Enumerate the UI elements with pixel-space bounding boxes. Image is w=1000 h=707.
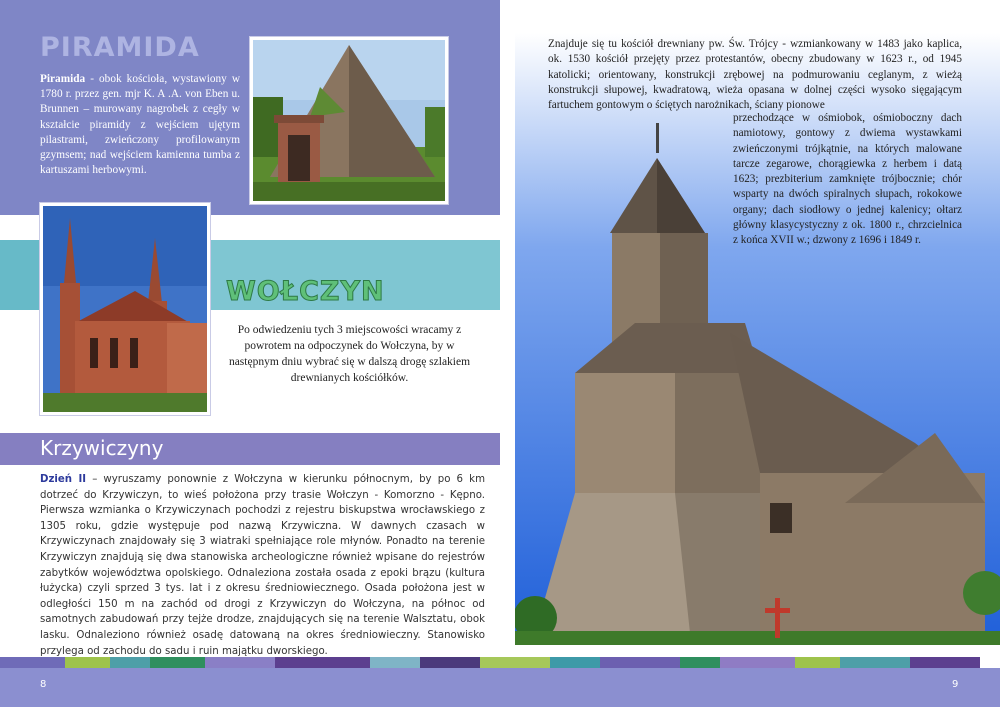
stripe-segment [420, 657, 480, 668]
stripe-segment [370, 657, 420, 668]
krzywiczyny-heading: Krzywiczyny [40, 436, 164, 460]
church-description-bottom: przechodzące w ośmiobok, ośmioboczny dach namiotowy, gontowy z dwiema wystawkami zwieńczonymi trójkątnie, na których malowane tarcze zegarowe, chorągiewka z herbem i datą 1623; prezbiterium zamknięte trójbocznie; chór wsparty na dwóch spiralnych słupach, rokokowe organy; dach siodłowy o jednej kalenicy; ołtarz główny klasycystyczny z ok. 1800 r., chrzcielnica z końca XVII w.; dzwony z 1696 i 1849 r. [733, 112, 962, 247]
piramida-body: - obok kościoła, wystawiony w 1780 r. przez gen. mjr K. A .A. von Eben u. Brunnen – murowany nagrobek z cegły w kształcie piramidy z wejściem ujętym pilastrami, zwieńczony profilowanym gzymsem; nad wejściem kamienna tumba z kartuszami herbowymi. [40, 73, 240, 177]
page-number-left: 8 [40, 679, 47, 690]
church-description-top: Znajduje się tu kościół drewniany pw. Św. Trójcy - wzmiankowany w 1483 jako kaplica, ok. 1530 kościół przejęty przez protestantów, obecny zbudowany w 1623 r., od 1945 katolicki; orientowany, konstrukcji zrębowej na podmurowaniu ceglanym, z wieżą konstrukcji słupowej, kwadratową, wieża opasana w dolnej części wysoko sięgającym fartuchem gontowym o ściętych narożnikach, ściany pionowe [548, 38, 962, 112]
stripe-segment [795, 657, 840, 668]
wolczyn-paragraph: Po odwiedzeniu tych 3 miejscowości wracamy z powrotem na odpoczynek do Wołczyna, by w następnym dniu wybrać się w dalszą drogę szlakiem drewnianych kościółków. [228, 324, 471, 384]
stripe-segment [720, 657, 795, 668]
stripe-segment [0, 657, 65, 668]
stripe-segment [205, 657, 275, 668]
stripe-segment [680, 657, 720, 668]
stripe-segment [550, 657, 600, 668]
stripe-segment [910, 657, 980, 668]
pyramid-tomb-photo [250, 37, 448, 204]
stripe-segment [65, 657, 110, 668]
stripe-segment [275, 657, 370, 668]
piramida-heading: PIRAMIDA [40, 32, 200, 63]
footer-bar [0, 668, 1000, 707]
krzywiczyny-lead: Dzień II [40, 474, 87, 485]
krzywiczyny-paragraph [40, 472, 485, 659]
stripe-segment [840, 657, 910, 668]
pyramid-tomb-image [250, 37, 448, 204]
krzywiczyny-body: – wyruszamy ponownie z Wołczyna w kierunku północnym, by po 6 km dotrzeć do Krzywiczyn, to wieś położona przy trasie Wołczyn - Komorzno - Kępno. Pierwsza wzmianka o Krzywiczynach pochodzi z rejestru biskupstwa wrocławskiego z 1305 roku, gdzie występuje pod nazwą Krzywiczna. W dawnych czasach w Krzywiczynach znajdowały się 3 wiatraki spełniające role młynów. Ponadto na terenie Krzywiczyn znajdują się dwa stanowiska archeologiczne również wpisane do rejestrów zabytków województwa opolskiego. Odnaleziona została osada z epoki brązu (kultura łużycka) czyli sprzed 3 tys. lat i z okresu średniowiecznego. Osada położona jest w odległości 150 m na zachód od drogi z Krzywiczyn do Wołczyna, na północ od samotnych zabudowań przy tejże drodze, znajdujących się na terenie Walsztatu, obok lasku. Odnaleziono również osadę datowaną na okres średniowieczny. Stanowisko przylega od zachodu do sadu i ruin majątku dworskiego. [40, 474, 485, 657]
brick-church-photo [40, 203, 210, 415]
stripe-segment [110, 657, 150, 668]
wolczyn-heading: WOŁCZYN [226, 276, 385, 307]
page-number-right: 9 [952, 679, 959, 690]
color-stripe-bar [0, 657, 1000, 668]
stripe-segment [480, 657, 550, 668]
stripe-segment [150, 657, 205, 668]
brick-church-image [40, 203, 210, 415]
piramida-lead: Piramida [40, 73, 86, 85]
stripe-segment [600, 657, 680, 668]
piramida-paragraph [40, 72, 240, 178]
